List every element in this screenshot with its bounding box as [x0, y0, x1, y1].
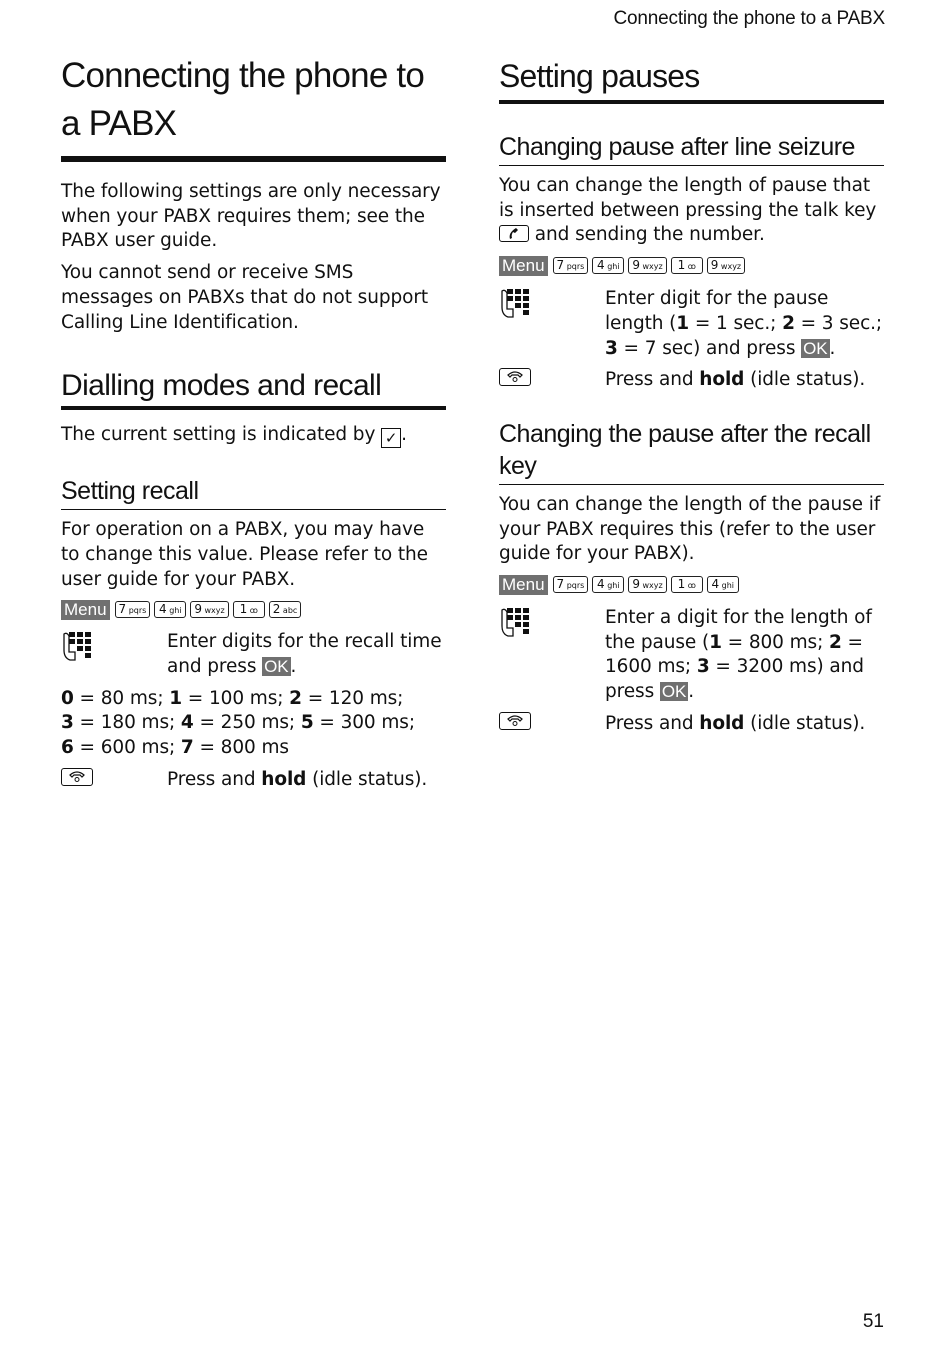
menu-key: Menu — [499, 575, 548, 595]
page-title — [61, 52, 446, 162]
recall-step-hold-end — [61, 768, 446, 793]
end-call-icon — [499, 368, 531, 386]
press-label: Press and — [167, 768, 256, 790]
ok-key: OK — [661, 682, 687, 702]
value-key: 3 — [61, 712, 74, 734]
press-label: Press and — [605, 369, 694, 391]
ok-key: OK — [803, 338, 828, 358]
value-text: = 300 ms; — [313, 712, 415, 734]
hold-word: hold — [699, 369, 745, 391]
page-title-line1: Connecting the phone to — [61, 56, 425, 95]
page-title-line2: a PABX — [61, 104, 177, 143]
page-number: 51 — [862, 1311, 884, 1332]
value-text: = 600 ms; — [73, 737, 181, 759]
running-head: Connecting the phone to a PABX — [613, 8, 885, 29]
hold-instruction — [605, 712, 884, 737]
value-text: = 1600 ms; — [605, 631, 863, 678]
digit-key-4-icon: 4 ghi — [592, 576, 624, 593]
digit-key-2-icon: 2 abc — [269, 601, 302, 618]
recall-key-pause-heading: Changing the pause after the recall key — [499, 418, 884, 485]
recall-step-enter-digits — [61, 630, 446, 679]
value-key: 3 — [605, 337, 618, 359]
recall-step-label: Enter digits for the recall time and press — [167, 631, 442, 678]
seizure-key-sequence — [499, 256, 884, 278]
end-call-icon — [61, 768, 93, 786]
recall-key-step-hold-end — [499, 712, 884, 737]
hold-instruction — [167, 768, 446, 793]
recall-key-key-sequence — [499, 575, 884, 597]
digit-key-9-icon: 9 wxyz — [707, 257, 745, 274]
setting-pauses-heading: Setting pauses — [499, 52, 884, 104]
menu-key: Menu — [61, 600, 110, 620]
recall-key-step-enter-digit — [499, 606, 884, 705]
press-label: Press and — [605, 712, 694, 734]
left-column — [61, 52, 446, 793]
digit-key-9-icon: 9 wxyz — [190, 601, 228, 618]
value-key: 4 — [180, 712, 194, 734]
recall-key-paragraph: You can change the length of the pause if your PABX requires this (refer to the user guide for your PABX). — [499, 493, 881, 565]
value-text: = 120 ms; — [301, 687, 404, 709]
digit-key-1-icon: 1 ꝏ — [233, 601, 265, 618]
line-seizure-heading: Changing pause after line seizure — [499, 131, 884, 166]
value-key: 2 — [289, 687, 302, 709]
current-setting-label: The current setting is indicated by — [61, 424, 376, 446]
idle-label: (idle status). — [750, 712, 866, 734]
value-key: 1 — [169, 687, 183, 709]
line-seizure-paragraph — [499, 174, 884, 248]
keypad-icon — [499, 287, 605, 361]
recall-key-sequence — [61, 600, 446, 622]
value-key: 2 — [782, 312, 795, 334]
checkmark-icon: ✓ — [381, 428, 401, 448]
ok-key: OK — [264, 657, 289, 677]
line-seizure-text: You can change the length of pause that is inserted between pressing the talk key — [499, 175, 877, 221]
digit-key-4-icon: 4 ghi — [707, 576, 739, 593]
setting-recall-heading: Setting recall — [61, 475, 446, 510]
digit-key-1-icon: 1 ꝏ — [671, 257, 703, 274]
intro-paragraph-1: The following settings are only necessary when your PABX requires them; see the PABX user guide. — [61, 181, 441, 252]
digit-key-7-icon: 7 pqrs — [553, 576, 589, 593]
value-text: = 100 ms; — [182, 687, 290, 709]
value-key: 3 — [696, 656, 710, 678]
idle-label: (idle status). — [312, 768, 428, 790]
value-text: = 3 sec.; — [794, 312, 883, 334]
talk-key-icon — [499, 225, 529, 242]
digit-key-7-icon: 7 pqrs — [553, 257, 589, 274]
seizure-step-label: Enter digit for the pause length ( — [605, 288, 829, 334]
value-key: 0 — [61, 687, 74, 709]
digit-key-9-icon: 9 wxyz — [628, 576, 666, 593]
value-key: 7 — [180, 737, 194, 759]
recall-values — [61, 687, 446, 761]
value-text: = 250 ms; — [193, 712, 301, 734]
hold-word: hold — [699, 712, 745, 734]
end-call-icon — [499, 712, 531, 730]
value-text: = 7 sec) and press — [617, 337, 802, 359]
digit-key-4-icon: 4 ghi — [154, 601, 186, 618]
digit-key-1-icon: 1 ꝏ — [671, 576, 703, 593]
hold-instruction — [605, 368, 884, 393]
idle-label: (idle status). — [750, 369, 866, 391]
menu-key: Menu — [499, 256, 548, 276]
keypad-icon — [499, 606, 605, 705]
value-key: 2 — [829, 631, 842, 653]
current-setting-text: The current setting is indicated by ✓ . — [61, 424, 407, 448]
value-text: = 1 sec.; — [689, 312, 783, 334]
digit-key-4-icon: 4 ghi — [592, 257, 624, 274]
value-text: = 3200 ms) and press — [605, 656, 864, 703]
value-text: = 800 ms; — [721, 631, 829, 653]
value-text: = 180 ms; — [73, 712, 181, 734]
dialling-modes-heading: Dialling modes and recall — [61, 366, 446, 410]
value-key: 6 — [61, 737, 74, 759]
recall-step-text: Enter digits for the recall time and press OK . — [167, 631, 442, 678]
value-key: 5 — [300, 712, 314, 734]
value-text: = 800 ms — [193, 737, 289, 759]
digit-key-9-icon: 9 wxyz — [628, 257, 666, 274]
value-text: = 80 ms; — [73, 687, 170, 709]
seizure-step-enter-digit — [499, 287, 884, 361]
recall-key-step-text: Enter a digit for the length of the pause (1 = 800 ms; 2 = 1600 ms; 3 = 3200 ms) and press OK . — [605, 607, 872, 703]
line-seizure-text-end: and sending the number. — [534, 224, 765, 246]
recall-key-step-label: Enter a digit for the length of the pause ( — [605, 607, 872, 653]
value-key: 1 — [676, 312, 690, 334]
intro-paragraph-2: You cannot send or receive SMS messages on PABXs that do not support Calling Line Identification. — [61, 262, 428, 333]
recall-paragraph: For operation on a PABX, you may have to change this value. Please refer to the user guide for your PABX. — [61, 519, 428, 590]
keypad-icon — [61, 630, 167, 679]
digit-key-7-icon: 7 pqrs — [115, 601, 151, 618]
value-key: 1 — [709, 631, 722, 653]
hold-word: hold — [261, 768, 307, 790]
right-column — [499, 52, 884, 737]
seizure-step-hold-end — [499, 368, 884, 393]
seizure-step-text: Enter digit for the pause length (1 = 1 sec.; 2 = 3 sec.; 3 = 7 sec) and press OK . — [605, 288, 883, 359]
